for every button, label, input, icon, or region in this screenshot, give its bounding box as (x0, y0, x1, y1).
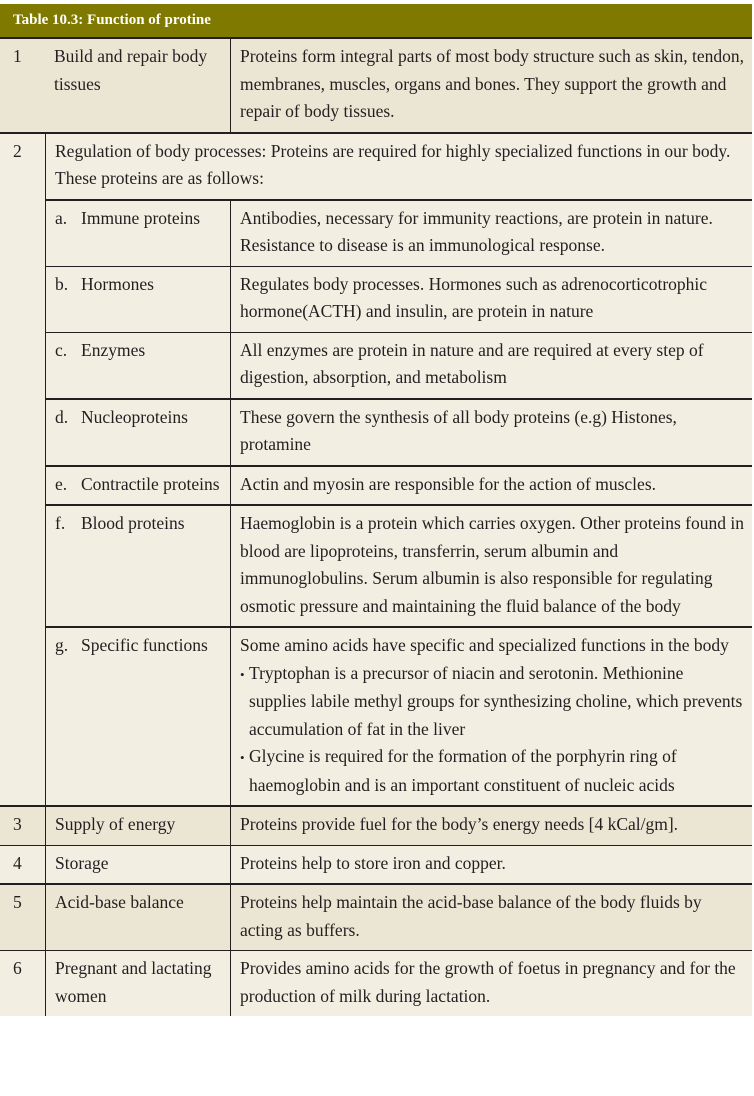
row-number: 3 (13, 814, 22, 834)
table-row (0, 951, 752, 1016)
sub-label: Blood proteins (81, 513, 185, 533)
table-row (0, 846, 752, 886)
row-description: Provides amino acids for the growth of foetus in pregnancy and for the production of milk during lactation. (230, 951, 752, 1016)
row-label: Supply of energy (45, 807, 230, 845)
row-label: Acid-base balance (45, 885, 230, 950)
sub-description: All enzymes are protein in nature and are required at every step of digestion, absorption, and metabolism (230, 333, 752, 398)
bullet-item (240, 743, 744, 799)
sub-letter: g. (55, 635, 69, 655)
row-description: Proteins help to store iron and copper. (230, 846, 752, 884)
row-intro: Regulation of body processes: Proteins are required for highly specialized functions in our body. These proteins are as follows: (46, 134, 752, 201)
sub-label: Specific functions (81, 635, 208, 655)
sub-label: Hormones (81, 273, 154, 294)
subtable-row (46, 467, 752, 507)
table-row (0, 885, 752, 951)
row-label: Storage (45, 846, 230, 884)
sub-letter: d. (55, 406, 69, 427)
bullet-icon: • (240, 750, 245, 765)
row-label: Build and repair body tissues (54, 46, 208, 94)
subtable-row (46, 201, 752, 267)
subtable (45, 134, 752, 806)
table-row (0, 807, 752, 846)
sub-description: Haemoglobin is a protein which carries oxygen. Other proteins found in blood are lipoproteins, transferrin, serum albumin and immunoglobulins. Serum albumin is also responsible for regulating osmotic pressure and maintaining the fluid balance of the body (230, 506, 752, 626)
sub-letter: f. (55, 513, 66, 533)
sub-letter: e. (55, 473, 68, 494)
sub-letter: a. (55, 207, 68, 228)
row-number: 1 (13, 46, 22, 66)
subtable-row (46, 628, 752, 805)
sub-label: Nucleoproteins (81, 406, 188, 427)
row-number: 6 (13, 958, 22, 978)
bullet-icon: • (240, 666, 245, 682)
row-label: Pregnant and lactating women (45, 951, 230, 1016)
subtable-row (46, 267, 752, 333)
bullet-text: Glycine is required for the formation of the porphyrin ring of haemoglobin and is an important constituent of nucleic acids (249, 746, 677, 795)
row-number: 5 (13, 892, 22, 912)
sub-description: Regulates body processes. Hormones such as adrenocorticotrophic hormone(ACTH) and insulin, are protein in nature (230, 267, 752, 332)
sub-description: These govern the synthesis of all body proteins (e.g) Histones, protamine (230, 400, 752, 465)
table-title: Table 10.3: Function of protine (0, 4, 752, 39)
bullet-item (240, 660, 744, 744)
subtable-row (46, 400, 752, 467)
row-description: Proteins form integral parts of most body structure such as skin, tendon, membranes, muscles, organs and bones. They support the growth and repair of body tissues. (230, 39, 752, 132)
subtable-row (46, 506, 752, 628)
bullet-text: Tryptophan is a precursor of niacin and serotonin. Methionine supplies labile methyl groups for synthesizing choline, which prevents accumulation of fat in the liver (249, 662, 743, 739)
row-number: 2 (13, 140, 22, 161)
subtable-row (46, 333, 752, 400)
sub-description-text: Some amino acids have specific and specialized functions in the body (240, 635, 729, 655)
sub-label: Enzymes (81, 339, 146, 360)
sub-letter: b. (55, 273, 69, 294)
sub-description: Antibodies, necessary for immunity reactions, are protein in nature. Resistance to disease is an immunological response. (230, 201, 752, 266)
row-description: Proteins help maintain the acid-base balance of the body fluids by acting as buffers. (230, 885, 752, 950)
row-description: Proteins provide fuel for the body’s energy needs [4 kCal/gm]. (230, 807, 752, 845)
sub-label: Immune proteins (81, 207, 201, 228)
row-number: 4 (13, 852, 22, 873)
sub-letter: c. (55, 339, 68, 360)
protein-function-table (0, 4, 752, 1016)
table-row (0, 39, 752, 134)
sub-description (230, 628, 752, 805)
sub-label: Contractile proteins (81, 473, 220, 494)
table-row (0, 134, 752, 808)
sub-description: Actin and myosin are responsible for the action of muscles. (230, 467, 752, 505)
